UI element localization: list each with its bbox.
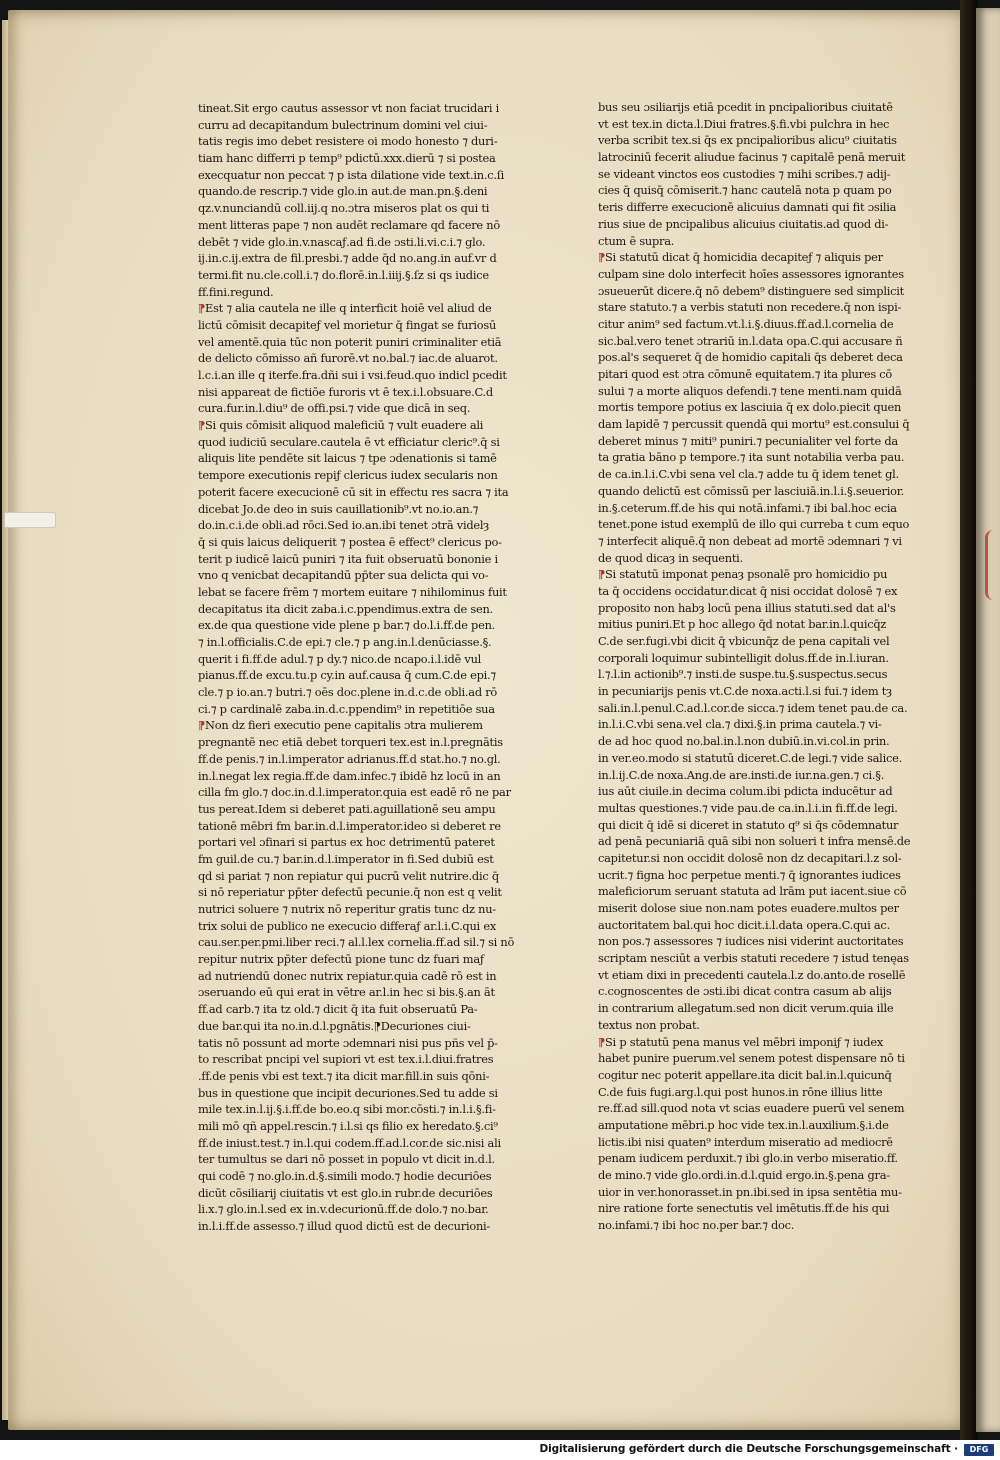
left-column-line: tatis regis imo debet resistere oi modo honesto ⁊ duri- [198,134,498,149]
right-column-line: latrociniū fecerit aliudue facinus ⁊ capitalē penā meruit [598,150,906,165]
left-column-line: cle.⁊ p io.an.⁊ butri.⁊ oēs doc.plene in.d.c.de obli.ad rō [198,685,498,700]
left-column-line: tiam hanc differri p temp⁹ pdictū.xxx.dierū ⁊ si postea [198,151,496,166]
right-column-line: l.⁊.l.in actionib⁹.⁊ insti.de suspe.tu.§.suspectus.secus [598,667,888,682]
right-column-line: ad penā pecuniariā quā sibi non solueri t infra mensē.de [598,834,911,849]
left-column-line: lictū cōmisit decapiteƒ vel morietur q̄ fingat se furiosū [198,317,497,332]
right-column-line: ⁋Si statutū imponat penaȝ psonalē pro homicidio pu [598,567,888,582]
right-column-line: sului ⁊ a morte aliquos defendi.⁊ tene menti.nam quidā [598,383,902,398]
paragraph-mark: ⁋ [198,418,205,433]
right-column-line: ⁋Si p statutū pena manus vel mēbri imponiƒ ⁊ iudex [598,1034,884,1049]
left-column-line: de delicto cōmisso añ furorē.vt no.bal.⁊ iac.de aluarot. [198,351,498,366]
right-column-line: in.l.ij.C.de noxa.Ang.de are.insti.de iur.na.gen.⁊ ci.§. [598,767,885,782]
right-column-line: proposito non habȝ locū pena illius statuti.sed dat al's [598,600,896,615]
red-initial-fragment [985,530,1000,600]
left-column-line: trix solui de publico ne execucio differaƒ ar.l.i.C.qui ex [198,918,496,933]
right-column-line: verba scribit tex.si q̄s ex pncipalioribus alicu⁹ ciuitatis [598,133,897,148]
right-column-line: pos.al's sequeret q̄ de homidio capitali q̄s deberet deca [598,350,903,365]
left-text-column [198,100,538,1235]
right-column-line: textus non probat. [598,1017,700,1032]
right-column-line: rius siue de pncipalibus alicuius ciuitatis.ad quod di- [598,216,889,231]
left-column-line: qd si pariat ⁊ non repiatur qui pucrū velit nutrire.dic q̄ [198,868,499,883]
right-column-line: multas questiones.⁊ vide pau.de ca.in.l.i.in fi.ff.de legi. [598,800,898,815]
left-column-line: quod iudiciū seculare.cautela ē vt efficiatur cleric⁹.q̄ si [198,434,500,449]
right-column-line: cies q̄ quisq̄ cōmiserit.⁊ hanc cautelā nota p quam po [598,183,892,198]
right-column-line: de ca.in.l.i.C.vbi sena vel cla.⁊ adde tu q̄ idem tenet gl. [598,467,899,482]
right-column-line: nire ratione forte senectutis vel imētutis.ff.de his qui [598,1201,890,1216]
right-column-line: corporali loquimur subintelligit dolus.ff.de in.l.iuran. [598,650,889,665]
left-column-line: fm guil.de cu.⁊ bar.in.d.l.imperator in fi.Sed dubiū est [198,851,494,866]
right-column-line: tenet.pone istud exemplū de illo qui curreba t cum equo [598,517,910,532]
left-column-line: execquatur non peccat ⁊ p ista dilatione vide text.in.c.ſi [198,167,505,182]
footer-credit: Digitalisierung gefördert durch die Deutsche Forschungsgemeinschaft · [539,1443,958,1455]
right-column-line: uior in ver.honorasset.in pn.ibi.sed in ipsa sentētia mu- [598,1184,902,1199]
left-column-line: ex.de qua questione vide plene p bar.⁊ do.l.i.ff.de pen. [198,618,496,633]
left-column-line: q̄ si quis laicus deliquerit ⁊ postea ē effect⁹ clericus po- [198,534,502,549]
left-column-line: in.l.i.ff.de assesso.⁊ illud quod dictū est de decurioni- [198,1219,491,1234]
right-column-line: auctoritatem bal.qui hoc dicit.i.l.data opera.C.qui ac. [598,917,890,932]
left-column-line: ⁋Si quis cōmisit aliquod maleficiū ⁊ vult euadere ali [198,418,484,433]
right-column-line: dam lapidē ⁊ percussit quendā qui mortu⁹ est.consului q̄ [598,417,910,432]
right-column-line: ta gratia bāno p tempore.⁊ ita sunt notabilia verba pau. [598,450,905,465]
right-column-line: cogitur nec poterit appellare.ita dicit bal.in.l.quicunq̄ [598,1067,892,1082]
left-column-line: cura.fur.in.l.diu⁹ de offi.psi.⁊ vide que dicā in seq. [198,401,471,416]
right-column-line: ucrit.⁊ figna hoc perpetue menti.⁊ q̄ ignorantes iudices [598,867,901,882]
left-column-line: curru ad decapitandum bulectrinum domini vel ciui- [198,117,488,132]
right-column-line: C.de fuis fugi.arg.l.qui post hunos.in rōne illius litte [598,1084,883,1099]
right-column-line: se videant vinctos eos custodies ⁊ mihi scribes.⁊ adij- [598,166,891,181]
left-column-line: debēt ⁊ vide glo.in.v.nascaƒ.ad fi.de ɔsti.li.vi.c.i.⁊ glo. [198,234,486,249]
right-column-line: sali.in.l.penul.C.ad.l.cor.de sicca.⁊ idem tenet pau.de ca. [598,700,908,715]
left-column-line: dicūt cōsiliarij ciuitatis vt est glo.in rubr.de decuriōes [198,1185,493,1200]
left-column-line: ff.de iniust.test.⁊ in.l.qui codem.ff.ad.l.cor.de sic.nisi ali [198,1135,501,1150]
left-column-line: quando.de rescrip.⁊ vide glo.in aut.de man.pn.§.deni [198,184,488,199]
footer-bar [0,1440,1000,1460]
left-column-line: repitur nutrix pp̄ter defectū pione tunc dz fuari maƒ [198,952,484,967]
left-column-line: termi.fit nu.cle.coll.i.⁊ do.florē.in.l.iiij.§.ſz si qs iudice [198,267,489,282]
left-column-line: .ff.de penis vbi est text.⁊ ita dicit mar.fill.in suis qōni- [198,1068,490,1083]
left-column-line: l.c.i.an ille q iterfe.fra.dñi sui i vsi.feud.quo indicl pcedit [198,368,507,382]
left-column-line: nutrici soluere ⁊ nutrix nō reperitur gratis tunc dz nu- [198,902,496,916]
left-column-line: tempore executionis repiƒ clericus iudex secularis non [198,468,498,483]
right-column-line: teris differre execucionē alicuius damnati qui fit ɔsilia [598,200,897,215]
left-column-line: ff.ad carb.⁊ ita tz old.⁊ dicit q̄ ita fuit obseruatū Pa- [198,1002,478,1017]
left-column-line: decapitatus ita dicit zaba.i.c.ppendimus.extra de sen. [198,601,493,616]
right-column-line: in.§.ceterum.ff.de his qui notā.infami.⁊ ibi bal.hoc ecia [598,500,897,515]
left-column-line: qz.v.nunciandū coll.iij.q no.ɔtra miseros plat os qui ti [198,201,490,216]
paragraph-mark: ⁋ [198,718,205,733]
right-column-line: lictis.ibi nisi quaten⁹ interdum miseratio ad mediocrē [598,1134,893,1149]
left-column-line: ad nutriendū donec nutrix repiatur.quia cadē rō est in [198,968,497,983]
left-column-line: tationē mēbri fm bar.in.d.l.imperator.ideo si deberet re [198,818,501,833]
left-column-line: to rescribat pncipi vel supiori vt est tex.i.l.diui.fratres [198,1052,494,1067]
left-column-line: mile tex.in.l.ij.§.i.ff.de bo.eo.q sibi mor.cōsti.⁊ in.l.i.§.fi- [198,1102,496,1117]
right-column-line: vt est tex.in dicta.l.Diui fratres.§.fi.vbi pulchra in hec [598,116,890,131]
right-column-line: qui dicit q̄ idē si diceret in statuto q⁹ si q̄s cōdemnatur [598,817,899,832]
right-column-line: sic.bal.vero tenet ɔtrariū in.l.data opa.C.qui accusare ñ [598,333,903,348]
right-column-line: deberet minus ⁊ miti⁹ puniri.⁊ pecunialiter vel forte da [598,433,898,448]
right-column-line: ta q̄ occidens occidatur.dicat q̄ nisi occidat dolosē ⁊ ex [598,583,898,598]
right-column-line: de quod dicaȝ in sequenti. [598,550,743,565]
left-column-line: qui codē ⁊ no.glo.in.d.§.simili modo.⁊ hodie decuriōes [198,1169,492,1183]
right-column-line: miserit dolose siue non.nam potes euadere.multos per [598,901,899,915]
right-column-line: in pecuniarijs penis vt.C.de noxa.acti.l.si fui.⁊ idem tȝ [598,684,892,699]
left-column-line: ɔseruando eū qui erat in vētre ar.l.in hec si bis.§.an āt [198,985,495,1000]
left-column-line: pianus.ff.de excu.tu.p cy.in auf.causa q̄ cum.C.de epi.⁊ [198,668,496,683]
right-column-line: ⁊ interfecit aliquē.q̄ non debeat ad mortē ɔdemnari ⁊ vi [598,533,902,548]
left-column-line: do.in.c.i.de obli.ad rōci.Sed io.an.ibi tenet ɔtrā videlȝ [198,518,489,533]
left-column-line: nisi appareat de fictiōe furoris vt ē tex.i.l.obsuare.C.d [198,384,493,399]
left-column-line: querit i fi.ff.de adul.⁊ p dy.⁊ nico.de ncapo.i.l.idē vul [198,651,482,666]
right-column-line: citur anim⁹ sed factum.vt.l.i.§.diuus.ff.ad.l.cornelia de [598,316,894,331]
right-column-line: in.l.i.C.vbi sena.vel cla.⁊ dixi.§.in prima cautela.⁊ vi- [598,717,882,732]
left-column-line: ⁋Non dz fieri executio pene capitalis ɔtra mulierem [198,718,483,733]
right-column-line: culpam sine dolo interfecit hoīes assessores ignorantes [598,266,904,281]
right-text-column [598,99,938,1234]
left-column-line: tatis nō possunt ad morte ɔdemnari nisi pus pñs vel p̄- [198,1035,498,1050]
left-column-line: dicebat Jo.de deo in suis cauillationib⁹.vt no.io.an.⁊ [198,501,479,516]
right-column-line: ⁋Si statutū dicat q̄ homicidia decapiteƒ ⁊ aliquis per [598,250,883,265]
left-column-line: ij.in.c.ij.extra de fil.presbi.⁊ adde q̄d no.ang.in auf.vr d [198,251,497,266]
right-column-line: re.ff.ad sill.quod nota vt scias euadere puerū vel senem [598,1101,905,1116]
left-column-line: lebat se facere frēm ⁊ mortem euitare ⁊ nihilominus fuit [198,584,507,599]
facing-page-edge [976,8,1000,1432]
right-column-line: amputatione mēbri.p hoc vide tex.in.l.auxilium.§.i.de [598,1117,889,1132]
paragraph-mark: ⁋ [598,250,605,265]
left-column-line: portari vel ɔfinari si partus ex hoc detrimentū pateret [198,835,495,850]
left-column-line: si nō reperiatur pp̄ter defectū pecunie.q̄ non est q velit [198,885,502,900]
right-column-line: vt etiam dixi in precedenti cautela.l.z do.anto.de rosellē [598,967,906,982]
right-column-line: capitetur.si non occidit dolosē non dz decapitari.l.z sol- [598,850,902,865]
left-column-line: cilla fm glo.⁊ doc.in.d.l.imperator.quia est eadē rō ne par [198,785,511,800]
right-column-line: in ver.eo.modo si statutū diceret.C.de legi.⁊ vide salice. [598,750,902,765]
paragraph-mark: ⁋ [598,1034,605,1049]
right-column-line: de mino.⁊ vide glo.ordi.in.d.l.quid ergo.in.§.pena gra- [598,1168,890,1182]
right-column-line: mitius puniri.Et p hoc allego q̄d notat bar.in.l.quicq̄z [598,617,887,632]
left-column-line: vel amentē.quia tūc non poterit puniri criminaliter etiā [198,334,502,349]
right-column-line: scriptam nesciūt a verbis statuti recedere ⁊ istud tenęas [598,951,909,966]
left-column-line: ter tumultus se dari nō posset in populo vt dicit in.d.l. [198,1152,495,1167]
left-column-line: poterit facere execucionē cū sit in effectu res sacra ⁊ ita [198,484,509,499]
bookmark-tab [4,512,56,528]
right-column-line: c.cognoscentes de ɔsti.ibi dicat contra casum ab alijs [598,984,892,999]
right-column-line: pitari quod est ɔtra cōmunē equitatem.⁊ ita plures cō [598,367,893,381]
left-column-line: terit p iudicē laicū puniri ⁊ ita fuit obseruatū bononie i [198,551,498,566]
right-column-line: no.infami.⁊ ibi hoc no.per bar.⁊ doc. [598,1218,795,1233]
right-column-line: mortis tempore potius ex lasciuia q̄ ex dolo.piecit quen [598,400,902,415]
left-column-line: ci.⁊ p cardinalē zaba.in.d.c.ppendim⁹ in repetitiōe sua [198,701,495,716]
left-column-line: mili mō qñ appel.rescin.⁊ i.l.si qs filio ex heredato.§.ci⁹ [198,1118,498,1133]
left-column-line: bus in questione que incipit decuriones.Sed tu adde si [198,1085,498,1100]
left-column-line: ff.fini.regund. [198,284,274,299]
right-column-line: de ad hoc quod no.bal.in.l.non dubiū.in.vi.col.in prin. [598,734,890,749]
left-column-line: li.x.⁊ glo.in.l.sed ex in.v.decurionū.ff.de dolo.⁊ no.bar. [198,1202,489,1217]
paragraph-mark: ⁋ [598,567,605,582]
left-column-line: tineat.Sit ergo cautus assessor vt non faciat trucidari i [198,101,499,115]
right-column-line: bus seu ɔsiliarijs etiā pcedit in pncipalioribus ciuitatē [598,100,893,114]
left-column-line: vno q venicbat decapitandū pp̄ter sua delicta qui vo- [198,568,489,583]
right-column-line: in contrarium allegatum.sed non dicit verum.quia ille [598,1001,894,1016]
left-column-line: ff.de penis.⁊ in.l.imperator adrianus.ff.d stat.ho.⁊ no.gl. [198,751,501,766]
left-column-line: due bar.qui ita no.in.d.l.pgnātis.⁋Decuriones ciui- [198,1018,471,1033]
left-column-line: ⁊ in.l.officialis.C.de epi.⁊ cle.⁊ p ang.in.l.denūciasse.§. [198,635,492,649]
right-column-line: penam iudicem perduxit.⁊ ibi glo.in verbo miseratio.ff. [598,1151,898,1166]
right-column-line: ctum ē supra. [598,233,675,248]
left-column-line: aliquis lite pendēte sit laicus ⁊ tpe ɔdenationis si tamē [198,451,497,466]
right-column-line: stare statuto.⁊ a verbis statuti non recedere.q̄ non ispi- [598,300,902,315]
right-column-line: habet punire puerum.vel senem potest dispensare nō ti [598,1051,905,1066]
left-column-line: in.l.negat lex regia.ff.de dam.infec.⁊ ibidē hz locū in an [198,768,501,783]
right-column-line: non pos.⁊ assessores ⁊ iudices nisi viderint auctoritates [598,934,904,949]
right-column-line: quando delictū est cōmissū per lasciuiā.in.l.i.§.seuerior. [598,483,905,498]
left-column-line: ⁋Est ⁊ alia cautela ne ille q interficit hoiē vel aliud de [198,301,492,316]
right-column-line: maleficiorum seruant statuta ad lrām put iacent.siue cō [598,884,907,899]
left-column-line: pregnantē nec etiā debet torqueri tex.est in.l.pregnātis [198,735,503,750]
right-column-line: ɔsueuerūt dicere.q̄ nō debem⁹ distinguere sed simplicit [598,283,904,298]
left-column-line: tus pereat.Idem si deberet pati.aguillationē seu ampu [198,801,496,816]
right-column-line: ius aūt ciuile.in decima colum.ibi pdicta inducētur ad [598,784,893,799]
left-column-line: cau.ser.per.pmi.liber reci.⁊ al.l.lex cornelia.ff.ad sil.⁊ si nō [198,935,515,950]
paragraph-mark: ⁋ [198,301,205,316]
right-column-line: C.de ser.fugi.vbi dicit q̄ vbicunq̄z de pena capitali vel [598,634,890,648]
left-column-line: ment litteras pape ⁊ non audēt reclamare qd facere nō [198,217,500,232]
dfg-logo: DFG [964,1444,994,1456]
